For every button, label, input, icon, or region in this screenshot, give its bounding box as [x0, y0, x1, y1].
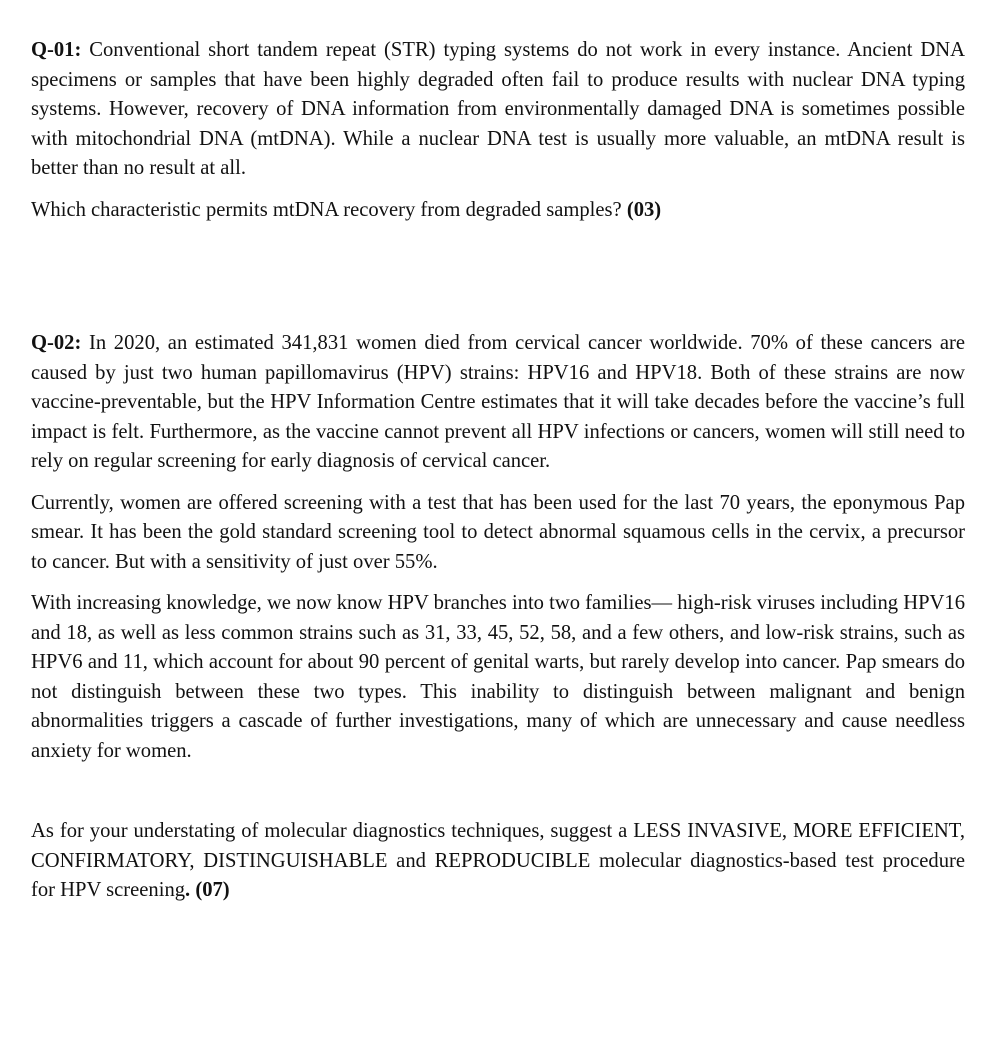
q1-body-text: Conventional short tandem repeat (STR) typing systems do not work in every instance. Ancient DNA specimens or samples that have been highly degraded often fail to produce results with nuclear DNA typing systems. However, recovery of DNA information from environmentally damaged DNA is sometimes possible with mitochondrial DNA (mtDNA). While a nuclear DNA test is usually more valuable, an mtDNA result is better than no result at all. — [31, 39, 965, 179]
q1-label: Q-01: — [31, 39, 82, 61]
q1-paragraph — [31, 36, 965, 184]
q1-question-text: Which characteristic permits mtDNA recovery from degraded samples? — [31, 198, 627, 221]
q2-body-text: In 2020, an estimated 341,831 women died from cervical cancer worldwide. 70% of these cancers are caused by just two human papillomavirus (HPV) strains: HPV16 and HPV18. Both of these strains are now vaccine-preventable, but the HPV Information Centre estimates that it will take decades before the vaccine’s full impact is felt. Furthermore, as the vaccine cannot prevent all HPV infections or cancers, women will still need to rely on regular screening for early diagnosis of cervical cancer. — [31, 332, 965, 472]
q2-paragraph-2: Currently, women are offered screening with a test that has been used for the last 70 years, the eponymous Pap smear. It has been the gold standard screening tool to detect abnormal squamous cells in the cervix, a precursor to cancer. But with a sensitivity of just over 55%. — [31, 491, 965, 573]
q2-label: Q-02: — [31, 332, 82, 354]
q2-question-text: As for your understating of molecular diagnostics techniques, suggest a LESS INVASIVE, MORE EFFICIENT, CONFIRMATORY, DISTINGUISHABLE and REPRODUCIBLE molecular diagnostics-based test procedure for HPV screening — [31, 820, 965, 901]
q1-question — [31, 196, 965, 226]
document-page — [31, 36, 965, 906]
q2-marks: (07) — [195, 879, 230, 901]
q2-paragraph-3: With increasing knowledge, we now know HPV branches into two families— high-risk viruses including HPV16 and 18, as well as less common strains such as 31, 33, 45, 52, 58, and a few others, and low-risk strains, such as HPV6 and 11, which account for about 90 percent of genital warts, but rarely develop into cancer. Pap smears do not distinguish between these two types. This inability to distinguish between malignant and benign abnormalities triggers a cascade of further investigations, many of which are unnecessary and cause needless anxiety for women. — [31, 592, 965, 762]
q1-marks: (03) — [626, 198, 662, 221]
q2-question — [31, 817, 965, 906]
q2-paragraph — [31, 329, 965, 477]
q2-question-end: . — [185, 879, 196, 901]
